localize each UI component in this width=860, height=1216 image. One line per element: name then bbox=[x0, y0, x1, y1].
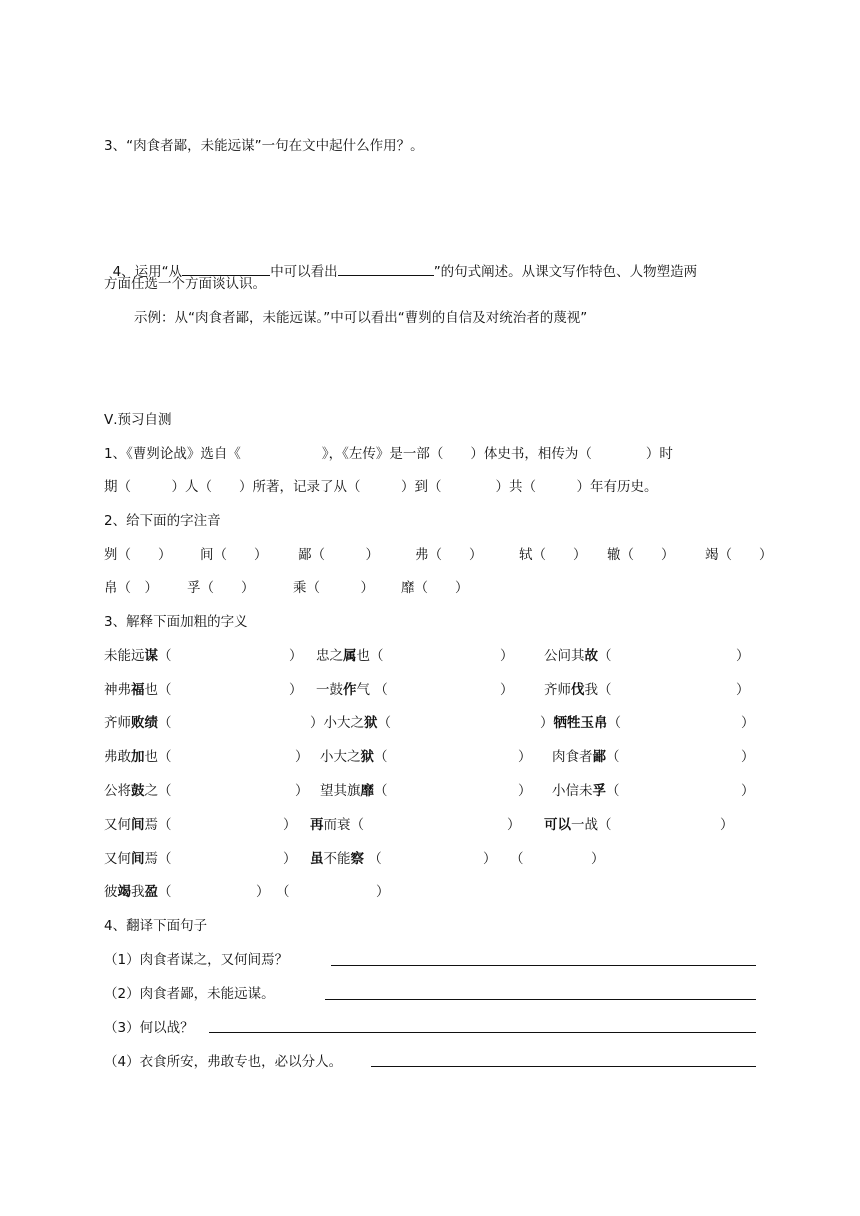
gloss-close: ） bbox=[500, 648, 514, 664]
gloss-close: ） bbox=[736, 648, 750, 664]
pinyin-item: 鄙（ ） bbox=[298, 547, 379, 563]
gloss-item: 忠之属也（ bbox=[316, 648, 384, 664]
gloss-item: 再而衰（ bbox=[310, 817, 364, 833]
gloss-item: 齐师败绩（ bbox=[104, 715, 172, 731]
question-4-part3: ”的句式阐述。从课文写作特色、人物塑造两 bbox=[433, 264, 698, 280]
gloss-item: 公问其故（ bbox=[544, 648, 612, 664]
gloss-item: 未能远谋（ bbox=[104, 648, 172, 664]
gloss-close: ） bbox=[741, 715, 755, 731]
pinyin-item: 靡（ ） bbox=[401, 580, 469, 596]
gloss-close: ） bbox=[518, 783, 532, 799]
gloss-close: ） bbox=[289, 648, 303, 664]
answer-line[interactable] bbox=[371, 1066, 756, 1067]
gloss-close: ） bbox=[507, 817, 521, 833]
gloss-open: （ bbox=[276, 884, 290, 900]
gloss-close: ） bbox=[295, 749, 309, 765]
pinyin-item: 间（ ） bbox=[200, 547, 268, 563]
gloss-item: 虽不能察 （ bbox=[310, 851, 382, 867]
gloss-close: ） bbox=[720, 817, 734, 833]
question-4-part2: 中可以看出 bbox=[270, 264, 338, 280]
gloss-item: 小信未孚（ bbox=[552, 783, 620, 799]
pinyin-item: 辙（ ） bbox=[607, 547, 675, 563]
gloss-close: ） bbox=[591, 851, 605, 867]
answer-line[interactable] bbox=[209, 1032, 756, 1033]
gloss-close: ） bbox=[283, 851, 297, 867]
pinyin-item: 轼（ ） bbox=[519, 547, 587, 563]
gloss-item: 公将鼓之（ bbox=[104, 783, 172, 799]
part2-title: 2、给下面的字注音 bbox=[104, 513, 221, 529]
pinyin-item: 竭（ ） bbox=[705, 547, 773, 563]
gloss-close: ） bbox=[283, 817, 297, 833]
gloss-item: 又何间焉（ bbox=[104, 851, 172, 867]
gloss-close: ） bbox=[256, 884, 270, 900]
pinyin-item: 乘（ ） bbox=[293, 580, 374, 596]
part1-line1: 1、《曹刿论战》选自《 》，《左传》是一部（ ）体史书，相传为（ ）时 bbox=[104, 446, 673, 462]
answer-line[interactable] bbox=[331, 965, 756, 966]
gloss-item: ）小大之狱（ bbox=[310, 715, 391, 731]
gloss-open: （ bbox=[510, 851, 524, 867]
translate-item: （4）衣食所安，弗敢专也，必以分人。 bbox=[104, 1054, 343, 1070]
gloss-close: ） bbox=[500, 682, 514, 698]
gloss-close: ） bbox=[295, 783, 309, 799]
gloss-item: 齐师伐我（ bbox=[544, 682, 612, 698]
section-title: Ⅴ.预习自测 bbox=[104, 412, 172, 428]
gloss-item: 神弗福也（ bbox=[104, 682, 172, 698]
blank-see[interactable] bbox=[338, 260, 434, 276]
translate-item: （2）肉食者鄙，未能远谋。 bbox=[104, 986, 275, 1002]
gloss-item: 可以一战（ bbox=[544, 817, 612, 833]
gloss-close: ） bbox=[518, 749, 532, 765]
pinyin-item: 孚（ ） bbox=[187, 580, 255, 596]
translate-item: （3）何以战？ bbox=[104, 1020, 194, 1036]
gloss-close: ） bbox=[736, 682, 750, 698]
pinyin-item: 弗（ ） bbox=[415, 547, 483, 563]
question-3: 3、“肉食者鄙，未能远谋”一句在文中起什么作用？。 bbox=[104, 138, 424, 154]
pinyin-item: 刿（ ） bbox=[104, 547, 172, 563]
gloss-close: ） bbox=[376, 884, 390, 900]
question-4-example: 示例：从“肉食者鄙，未能远谋。”中可以看出“曹刿的自信及对统治者的蔑视” bbox=[134, 310, 588, 326]
gloss-item: 一鼓作气 （ bbox=[316, 682, 388, 698]
gloss-item: 小大之狱（ bbox=[320, 749, 388, 765]
question-4-line2: 方面任选一个方面谈认识。 bbox=[104, 276, 266, 292]
answer-line[interactable] bbox=[325, 999, 756, 1000]
gloss-item: 望其旗靡（ bbox=[320, 783, 388, 799]
gloss-close: ） bbox=[289, 682, 303, 698]
pinyin-item: 帛（ ） bbox=[104, 580, 158, 596]
gloss-close: ） bbox=[741, 749, 755, 765]
question-4-part1: 4、运用“从 bbox=[112, 264, 183, 280]
gloss-item: 弗敢加也（ bbox=[104, 749, 172, 765]
gloss-item: 肉食者鄙（ bbox=[552, 749, 620, 765]
translate-item: （1）肉食者谋之，又何间焉？ bbox=[104, 952, 289, 968]
gloss-item: 彼竭我盈（ bbox=[104, 884, 172, 900]
part3-title: 3、解释下面加粗的字义 bbox=[104, 614, 248, 630]
gloss-close: ） bbox=[741, 783, 755, 799]
part4-title: 4、翻译下面句子 bbox=[104, 918, 208, 934]
part1-line2: 期（ ）人（ ）所著，记录了从（ ）到（ ）共（ ）年有历史。 bbox=[104, 479, 658, 495]
gloss-item: 又何间焉（ bbox=[104, 817, 172, 833]
gloss-item: ）牺牲玉帛（ bbox=[540, 715, 621, 731]
gloss-close: ） bbox=[483, 851, 497, 867]
